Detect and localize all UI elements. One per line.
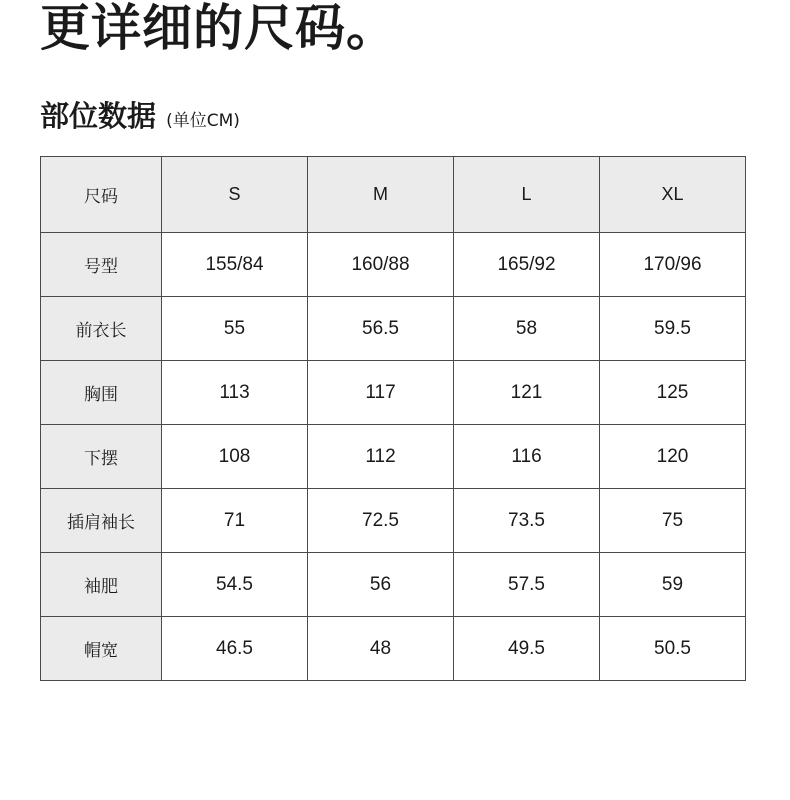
row-label: 袖肥 — [41, 553, 162, 617]
table-cell: 59 — [600, 553, 746, 617]
table-cell: 117 — [308, 361, 454, 425]
row-label: 下摆 — [41, 425, 162, 489]
table-row — [41, 233, 746, 297]
table-cell: 113 — [162, 361, 308, 425]
table-header-row — [41, 157, 746, 233]
table-row — [41, 553, 746, 617]
corner-label: 尺码 — [41, 157, 162, 233]
table-cell: 59.5 — [600, 297, 746, 361]
row-label: 插肩袖长 — [41, 489, 162, 553]
table-row — [41, 617, 746, 681]
page-title: 更详细的尺码。 — [40, 0, 397, 57]
table-cell: 75 — [600, 489, 746, 553]
table-row — [41, 361, 746, 425]
table-cell: 48 — [308, 617, 454, 681]
row-label: 号型 — [41, 233, 162, 297]
section-title-text: 部位数据 — [40, 99, 157, 133]
table-row — [41, 297, 746, 361]
table-cell: 57.5 — [454, 553, 600, 617]
row-label: 帽宽 — [41, 617, 162, 681]
size-header-l: L — [454, 157, 600, 233]
row-label: 胸围 — [41, 361, 162, 425]
table-row — [41, 425, 746, 489]
table-cell: 116 — [454, 425, 600, 489]
section-title — [40, 96, 240, 141]
table-cell: 120 — [600, 425, 746, 489]
table-cell: 49.5 — [454, 617, 600, 681]
size-table — [40, 156, 746, 681]
table-cell: 121 — [454, 361, 600, 425]
table-cell: 56.5 — [308, 297, 454, 361]
table-cell: 55 — [162, 297, 308, 361]
section-unit-note: (单位CM) — [166, 111, 240, 131]
table-cell: 73.5 — [454, 489, 600, 553]
table-cell: 54.5 — [162, 553, 308, 617]
table-cell: 56 — [308, 553, 454, 617]
table-cell: 50.5 — [600, 617, 746, 681]
table-cell: 125 — [600, 361, 746, 425]
table-cell: 108 — [162, 425, 308, 489]
table-cell: 112 — [308, 425, 454, 489]
table-cell: 71 — [162, 489, 308, 553]
table-cell: 165/92 — [454, 233, 600, 297]
row-label: 前衣长 — [41, 297, 162, 361]
table-cell: 155/84 — [162, 233, 308, 297]
table-cell: 46.5 — [162, 617, 308, 681]
table-row — [41, 489, 746, 553]
table-cell: 72.5 — [308, 489, 454, 553]
size-header-m: M — [308, 157, 454, 233]
table-cell: 160/88 — [308, 233, 454, 297]
table-cell: 170/96 — [600, 233, 746, 297]
table-cell: 58 — [454, 297, 600, 361]
size-header-xl: XL — [600, 157, 746, 233]
size-header-s: S — [162, 157, 308, 233]
